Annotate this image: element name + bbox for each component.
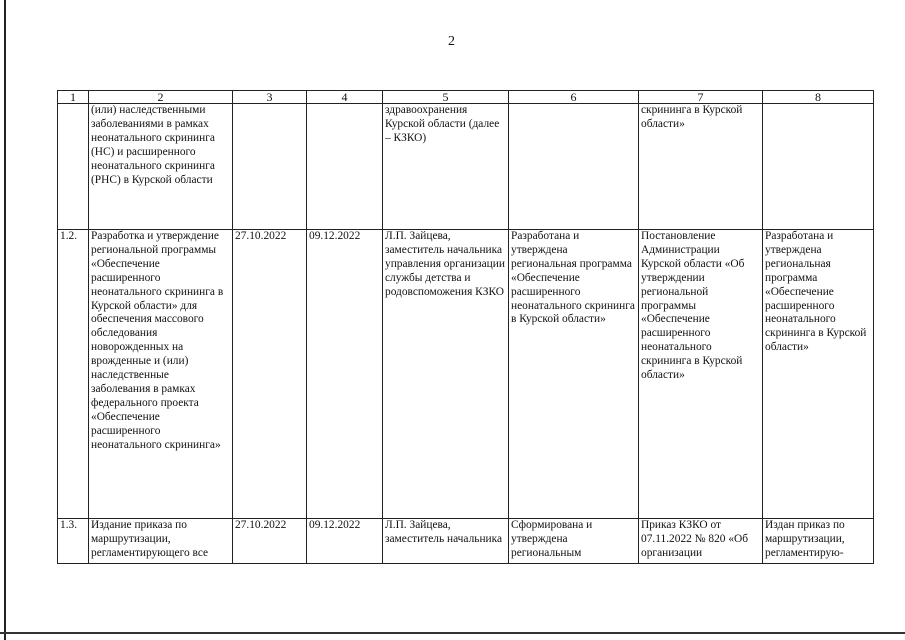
header-cell-8: 8 — [763, 91, 874, 104]
responsible: Л.П. Зайцева, заместитель начальника — [383, 519, 509, 564]
header-cell-2: 2 — [89, 91, 233, 104]
actual-result: Разработана и утверждена региональная программа «Обеспечение расширенного неонатального скрининга в Курской области» — [763, 230, 874, 519]
start-date — [233, 104, 307, 230]
document-type: скрининга в Курской области» — [639, 104, 763, 230]
header-cell-1: 1 — [58, 91, 89, 104]
event-name: (или) наследственными заболеваниями в рамках неонатального скрининга (НС) и расширенного неонатального скрининга (РНС) в Курской области — [89, 104, 233, 230]
responsible: Л.П. Зайцева, заместитель начальника управления организации службы детства и родовспоможения КЗКО — [383, 230, 509, 519]
header-row — [58, 91, 874, 104]
table-row — [58, 104, 874, 230]
page-edge-bottom — [0, 632, 905, 634]
header-cell-4: 4 — [307, 91, 383, 104]
page-number: 2 — [448, 34, 455, 49]
end-date: 09.12.2022 — [307, 230, 383, 519]
end-date — [307, 104, 383, 230]
actual-result: Издан приказ по маршрутизации, регламентирую- — [763, 519, 874, 564]
header-cell-5: 5 — [383, 91, 509, 104]
event-name: Издание приказа по маршрутизации, регламентирующего все — [89, 519, 233, 564]
header-cell-7: 7 — [639, 91, 763, 104]
header-cell-3: 3 — [233, 91, 307, 104]
end-date: 09.12.2022 — [307, 519, 383, 564]
event-name: Разработка и утверждение региональной программы «Обеспечение расширенного неонатального скрининга в Курской области» для обеспечения массового обследования новорожденных на врожденные и (или) наследственные заболевания в рамках федерального проекта «Обеспечение расширенного неонатального скрининга» — [89, 230, 233, 519]
table-row — [58, 230, 874, 519]
document-type: Приказ КЗКО от 07.11.2022 № 820 «Об организации — [639, 519, 763, 564]
document-type: Постановление Администрации Курской области «Об утверждении региональной программы «Обеспечение расширенного неонатального скрининга в Курской области» — [639, 230, 763, 519]
header-cell-6: 6 — [509, 91, 639, 104]
row-number — [58, 104, 89, 230]
plan-table — [57, 90, 874, 564]
expected-result — [509, 104, 639, 230]
table-row — [58, 519, 874, 564]
expected-result: Разработана и утверждена региональная программа «Обеспечение расширенного неонатального скрининга в Курской области» — [509, 230, 639, 519]
responsible: здравоохранения Курской области (далее – КЗКО) — [383, 104, 509, 230]
start-date: 27.10.2022 — [233, 519, 307, 564]
row-number: 1.2. — [58, 230, 89, 519]
expected-result: Сформирована и утверждена региональным — [509, 519, 639, 564]
page-edge-left — [4, 0, 6, 640]
row-number: 1.3. — [58, 519, 89, 564]
start-date: 27.10.2022 — [233, 230, 307, 519]
actual-result — [763, 104, 874, 230]
